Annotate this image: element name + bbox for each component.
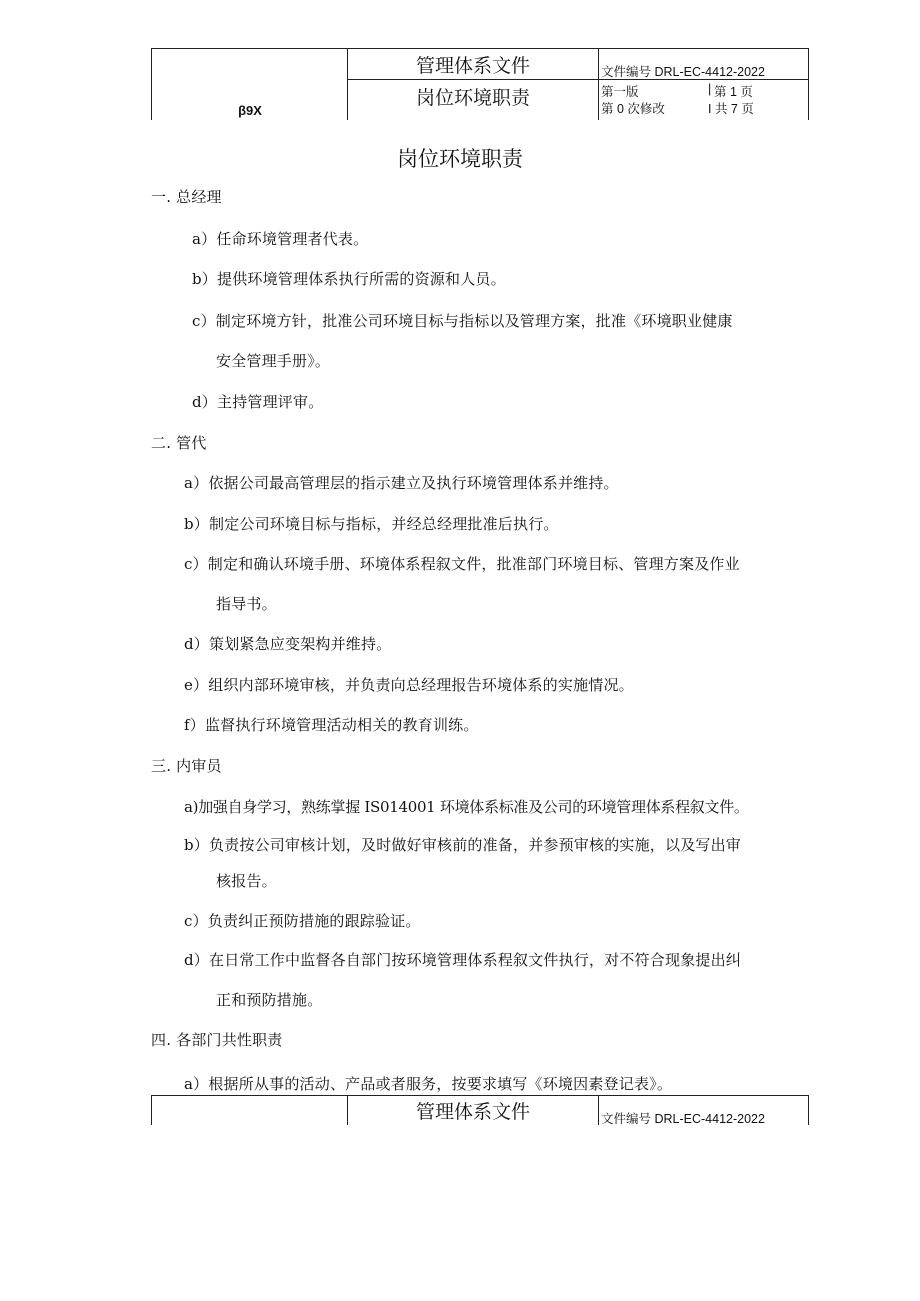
doc-number: 文件编号 DRL-EC-4412-2022 <box>601 65 765 79</box>
header-divider <box>598 1096 599 1125</box>
section-heading: 四. 各部门共性职责 <box>151 1031 283 1049</box>
list-item-continuation: 安全管理手册》。 <box>216 352 331 370</box>
next-page-header <box>151 1095 809 1125</box>
list-item: d）主持管理评审。 <box>192 393 324 411</box>
list-item: c）负责纠正预防措施的跟踪验证。 <box>184 912 421 930</box>
list-item: a）依据公司最高管理层的指示建立及执行环境管理体系并维持。 <box>184 474 619 492</box>
list-item-continuation: 正和预防措施。 <box>216 991 323 1009</box>
header-divider <box>598 49 599 120</box>
header-doc-title: 岗位环境职责 <box>415 87 530 109</box>
doc-number: 文件编号 DRL-EC-4412-2022 <box>601 1112 765 1126</box>
list-item: b）制定公司环境目标与指标，并经总经理批准后执行。 <box>184 515 559 533</box>
list-item: d）策划紧急应变架构并维持。 <box>184 635 392 653</box>
document-header <box>151 48 809 120</box>
revision-label: 第 0 次修改 <box>601 102 665 116</box>
page-prefix: | <box>708 82 712 96</box>
page-title: 岗位环境职责 <box>397 147 523 171</box>
system-title: 管理体系文件 <box>415 55 530 77</box>
company-logo: β9X <box>238 103 262 118</box>
list-item: c）制定和确认环境手册、环境体系程叙文件，批准部门环境目标、管理方案及作业 <box>184 555 740 573</box>
list-item-continuation: 指导书。 <box>216 595 277 613</box>
list-item: b）负责按公司审核计划，及时做好审核前的准备，并参预审核的实施，以及写出审 <box>184 836 742 854</box>
version-label: 第一版 <box>601 85 639 99</box>
system-title: 管理体系文件 <box>415 1101 530 1123</box>
list-item: b）提供环境管理体系执行所需的资源和人员。 <box>192 270 506 288</box>
list-item-continuation: 核报告。 <box>216 872 277 890</box>
list-item: d）在日常工作中监督各自部门按环境管理体系程叙文件执行，对不符合现象提出纠 <box>184 951 742 969</box>
total-pages: I 共 7 页 <box>708 102 754 116</box>
logo-cell <box>152 1096 348 1125</box>
page-number: 第 1 页 <box>714 85 753 99</box>
section-heading: 一. 总经理 <box>151 188 222 206</box>
list-item: c）制定环境方针，批准公司环境目标与指标以及管理方案，批准《环境职业健康 <box>192 312 733 330</box>
list-item: e）组织内部环境审核，并负责向总经理报告环境体系的实施情况。 <box>184 676 634 694</box>
section-heading: 三. 内审员 <box>151 757 222 775</box>
list-item: a）根据所从事的活动、产品或者服务，按要求填写《环境因素登记表》。 <box>184 1075 673 1093</box>
section-heading: 二. 管代 <box>151 434 207 452</box>
list-item: a）任命环境管理者代表。 <box>192 230 369 248</box>
list-item: a)加强自身学习，熟练掌握 IS014001 环境体系标准及公司的环境管理体系程叙文件。 <box>184 798 749 816</box>
list-item: f）监督执行环境管理活动相关的教育训练。 <box>184 716 479 734</box>
